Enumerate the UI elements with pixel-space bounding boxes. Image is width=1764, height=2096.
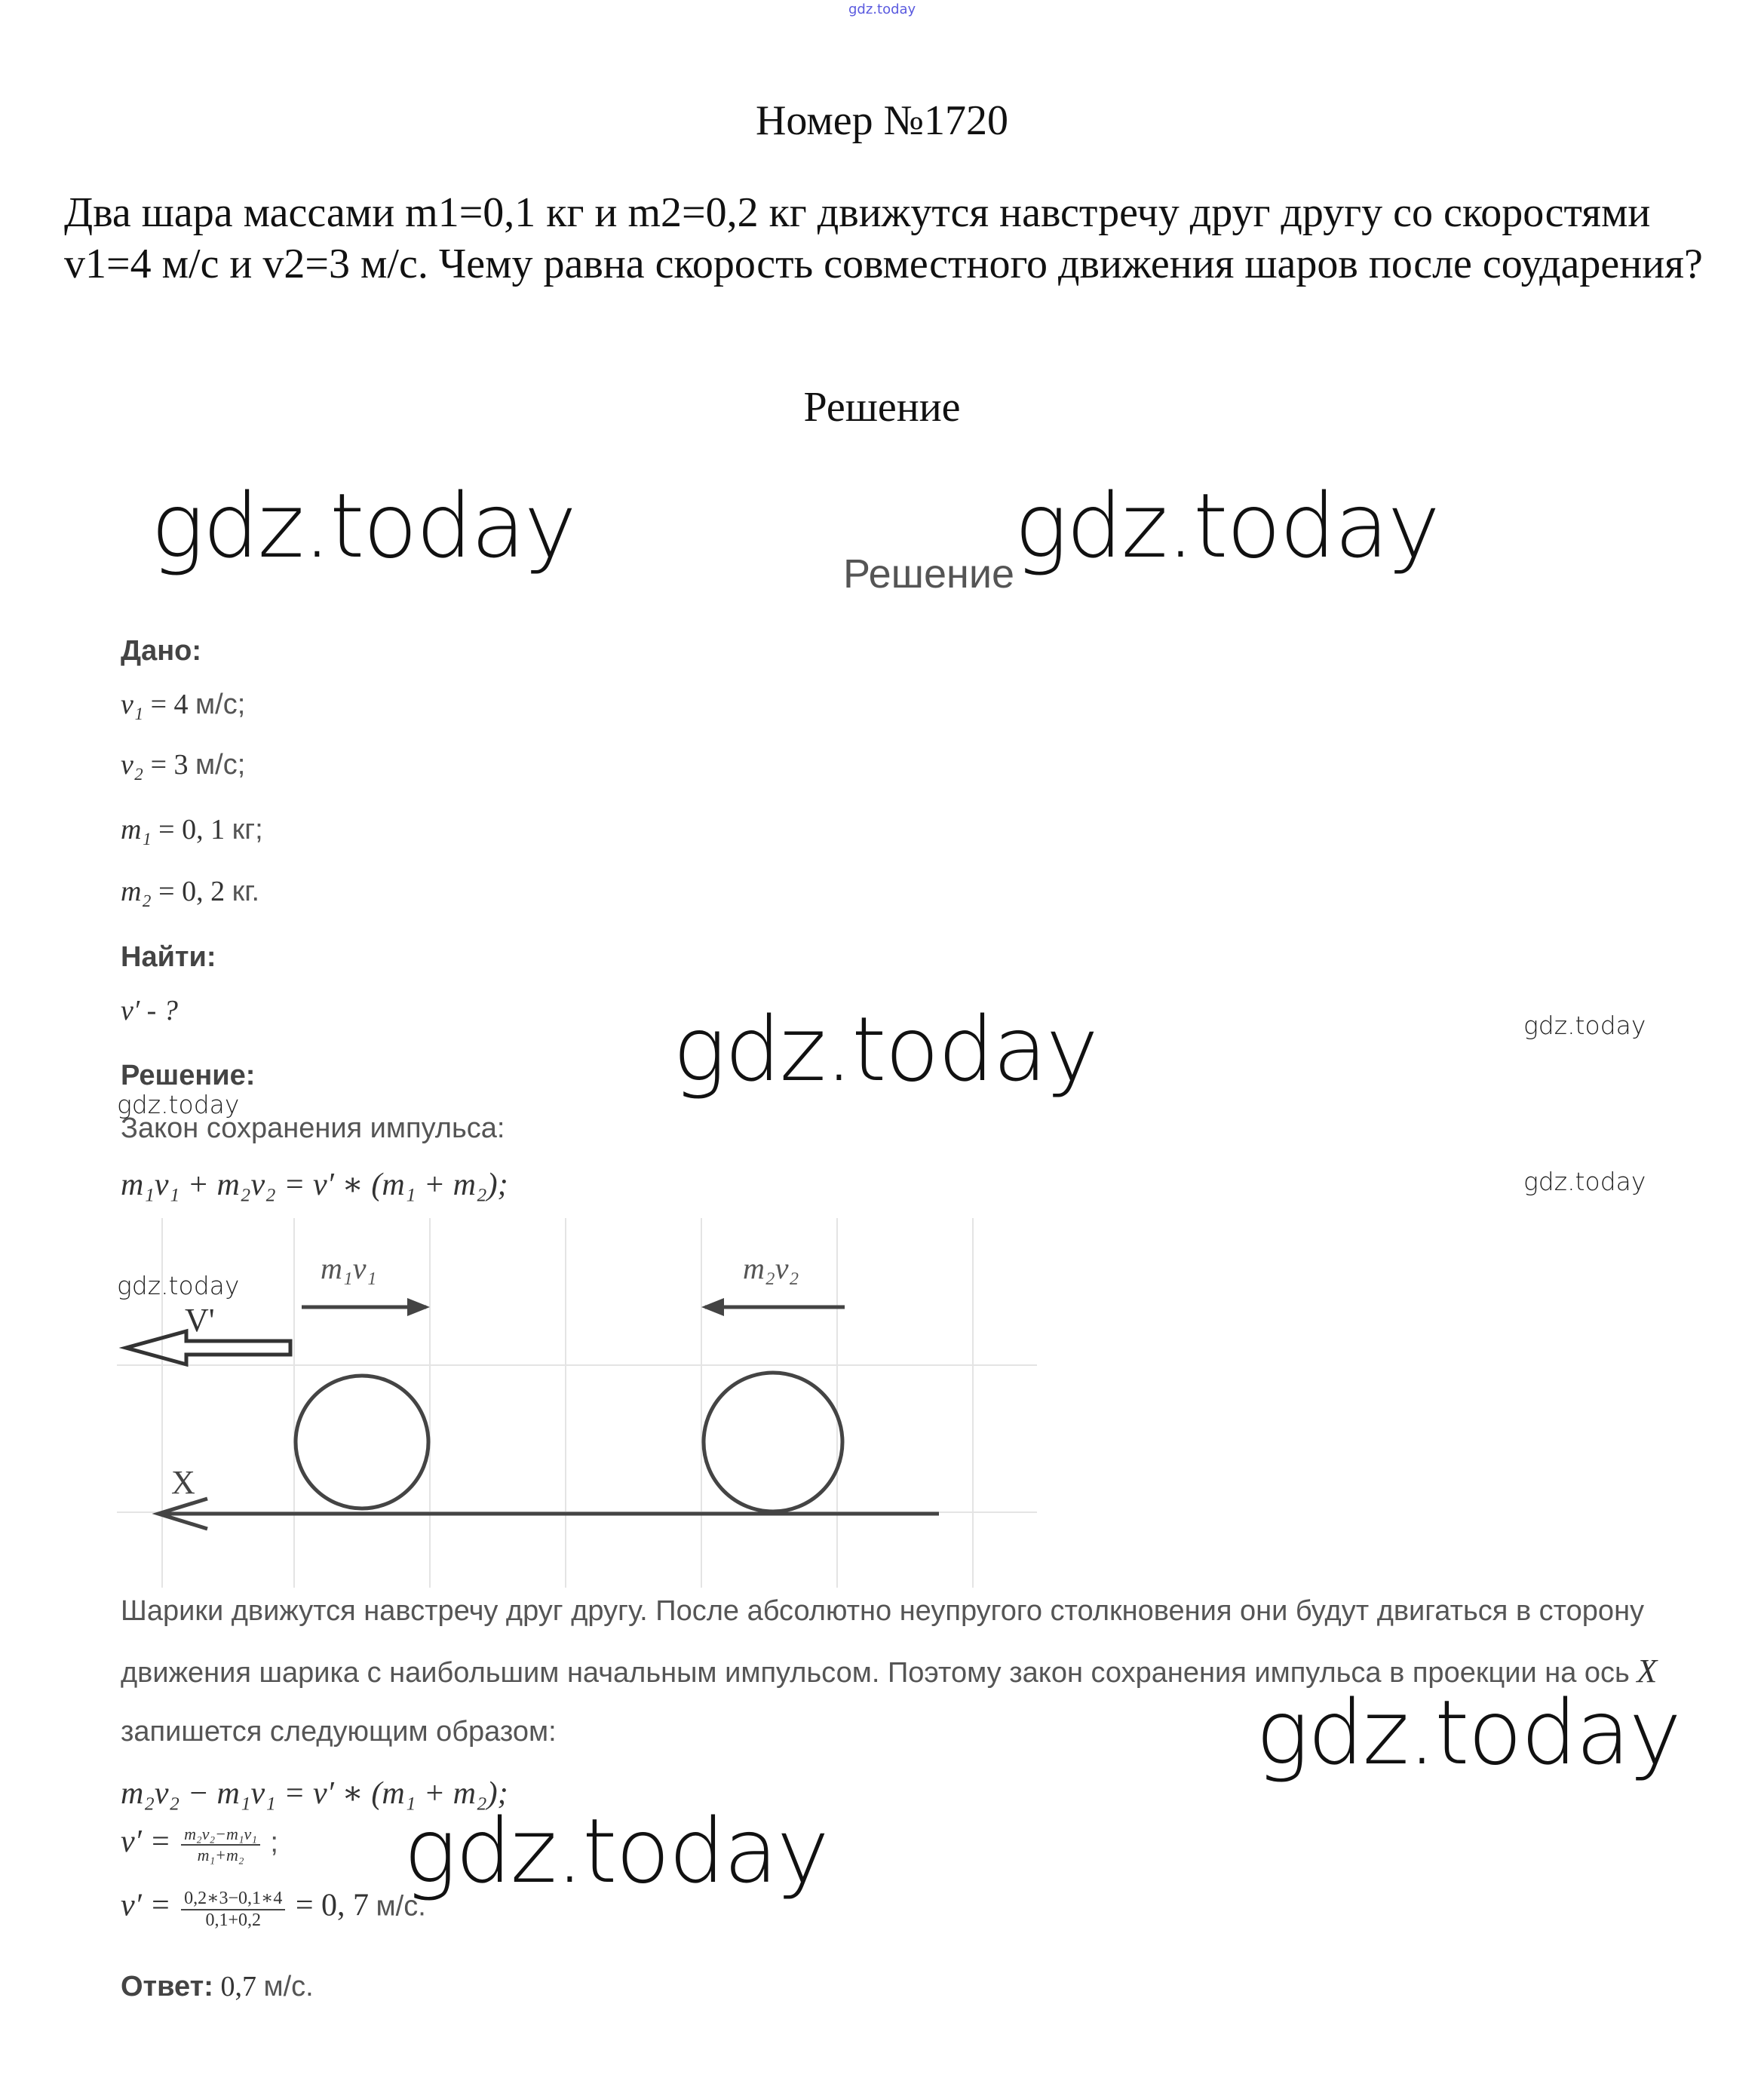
answer-label: Ответ: — [121, 1971, 213, 2002]
explanation-text: движения шарика с наибольшим начальным импульсом. Поэтому закон сохранения импульса в проекции на ось — [121, 1657, 1630, 1689]
given-symbol: v₂ — [121, 749, 144, 781]
explanation-line: запишется следующим образом: — [121, 1716, 557, 1748]
eq2-denominator: m₁+m₂ — [197, 1846, 244, 1865]
m2v2-label: m₂v₂ — [743, 1251, 799, 1285]
solution-label: Решение: — [121, 1060, 256, 1091]
m2v2-arrow — [701, 1298, 724, 1316]
watermark: gdz.today — [1523, 1167, 1646, 1196]
ball-2 — [704, 1373, 842, 1511]
eq3-denominator: 0,1+0,2 — [205, 1910, 262, 1930]
law-formula: m₁v₁ + m₂v₂ = v′ ∗ (m₁ + m₂); — [121, 1168, 508, 1202]
eq2-numerator: m₂v₂−m₁v₁ — [181, 1824, 260, 1846]
scan-heading: Решение — [843, 551, 1015, 597]
given-unit: кг; — [232, 814, 263, 845]
given-symbol: m₂ — [121, 876, 152, 907]
eq3-numerator: 0,2∗3−0,1∗4 — [181, 1887, 285, 1910]
explanation-line: Шарики движутся навстречу друг другу. После абсолютно неупругого столкновения они будут двигаться в сторону — [121, 1595, 1645, 1627]
find-item: v′ - ? — [121, 995, 178, 1027]
given-unit: м/с; — [195, 689, 246, 720]
ball-1 — [296, 1376, 428, 1508]
given-label: Дано: — [121, 635, 202, 667]
axis-symbol: X — [1637, 1653, 1658, 1689]
given-symbol: m₁ — [121, 814, 152, 845]
answer-value: 0,7 — [220, 1971, 256, 2002]
find-label: Найти: — [121, 941, 216, 973]
watermark: gdz.today — [1523, 1011, 1646, 1040]
watermark: gdz.today — [403, 1799, 828, 1903]
m1v1-arrow — [407, 1298, 430, 1316]
eq2-fraction — [181, 1824, 260, 1865]
given-item — [121, 688, 245, 721]
x-axis-label: X — [171, 1464, 195, 1501]
given-unit: м/с; — [195, 749, 246, 781]
problem-statement: Два шара массами m1=0,1 кг и m2=0,2 кг движутся навстречу друг другу со скоростями v1=4 м/с и v2=3 м/с. Чему равна скорость совместного движения шаров после соударения? — [64, 189, 1703, 287]
eq3-lhs: v′ = — [121, 1888, 171, 1923]
answer-unit: м/с. — [263, 1971, 314, 2002]
explanation-line — [121, 1652, 1657, 1690]
watermark: gdz.today — [673, 997, 1097, 1101]
watermark: gdz.today — [117, 1271, 240, 1300]
watermark: gdz.today — [151, 474, 575, 578]
given-item — [121, 813, 263, 846]
answer — [121, 1970, 314, 2003]
equation-2 — [121, 1824, 278, 1865]
eq3-unit: м/с. — [376, 1890, 426, 1923]
top-watermark: gdz.today — [848, 2, 916, 17]
law-text: Закон сохранения импульса: — [121, 1112, 505, 1144]
watermark: gdz.today — [1014, 474, 1439, 578]
v-prime-label: V' — [185, 1302, 215, 1339]
given-value: = 3 — [150, 749, 189, 781]
equation-3 — [121, 1887, 426, 1931]
watermark: gdz.today — [117, 1090, 240, 1119]
collision-diagram — [117, 1218, 1037, 1588]
solution-heading: Решение — [803, 384, 961, 431]
page-title: Номер №1720 — [755, 97, 1009, 144]
given-value: = 4 — [150, 689, 189, 720]
eq2-end: ; — [270, 1827, 278, 1858]
watermark: gdz.today — [1256, 1680, 1680, 1785]
m1v1-label: m₁v₁ — [321, 1251, 377, 1285]
eq3-fraction — [181, 1887, 285, 1931]
given-item — [121, 748, 245, 781]
given-unit: кг. — [232, 876, 259, 907]
eq3-result: = 0, 7 — [295, 1888, 370, 1923]
given-symbol: v₁ — [121, 689, 144, 720]
given-value: = 0, 1 — [158, 814, 225, 845]
given-item — [121, 875, 259, 908]
given-value: = 0, 2 — [158, 876, 225, 907]
eq2-lhs: v′ = — [121, 1824, 171, 1859]
equation-1: m₂v₂ − m₁v₁ = v′ ∗ (m₁ + m₂); — [121, 1776, 508, 1811]
